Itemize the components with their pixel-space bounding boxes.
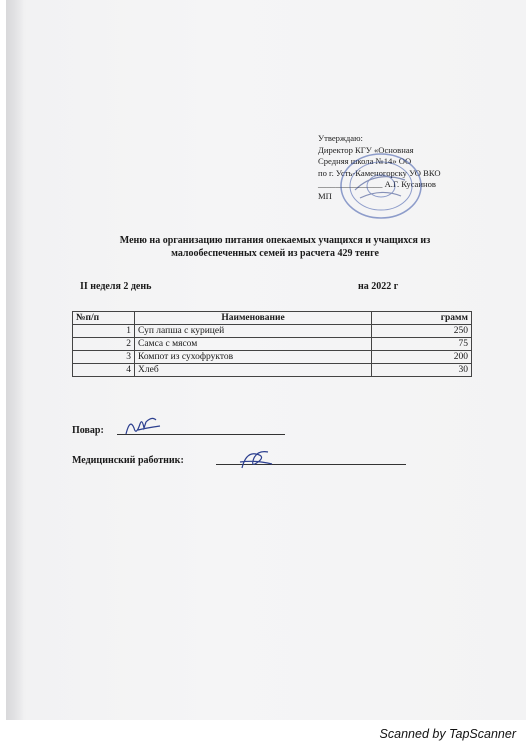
column-header-grams: грамм (372, 312, 472, 325)
page-edge-shadow (6, 0, 24, 720)
document-title (60, 234, 490, 260)
row-number: 2 (73, 338, 135, 351)
title-line-2: малообеспеченных семей из расчета 429 тенге (171, 248, 379, 259)
approval-line: _______________ А.Г. Кусаинов (318, 179, 436, 189)
dish-name: Хлеб (135, 364, 372, 377)
medic-signature-icon (236, 446, 276, 474)
year-label: на 2022 г (358, 281, 399, 292)
scanner-watermark: Scanned by TapScanner (379, 727, 516, 741)
dish-name: Компот из сухофруктов (135, 351, 372, 364)
table-row (73, 338, 472, 351)
row-number: 4 (73, 364, 135, 377)
dish-grams: 75 (372, 338, 472, 351)
table-row (73, 351, 472, 364)
cook-label: Повар: (72, 425, 104, 436)
menu-table (72, 311, 472, 377)
column-header-number: №п/п (73, 312, 135, 325)
dish-name: Самса с мясом (135, 338, 372, 351)
dish-grams: 200 (372, 351, 472, 364)
official-stamp-icon (335, 150, 427, 222)
cook-signature-icon (122, 414, 164, 440)
approval-line: Утверждаю: (318, 133, 363, 143)
dish-grams: 30 (372, 364, 472, 377)
week-day-label: II неделя 2 день (80, 281, 152, 292)
row-number: 1 (73, 325, 135, 338)
column-header-name: Наименование (135, 312, 372, 325)
medic-label: Медицинский работник: (72, 455, 184, 466)
dish-grams: 250 (372, 325, 472, 338)
approval-line: Директор КГУ «Основная (318, 144, 414, 155)
approval-line: по г. Усть-Каменогорску УО ВКО (318, 167, 441, 178)
table-row (73, 364, 472, 377)
title-line-1: Меню на организацию питания опекаемых учащихся и учащихся из (119, 235, 431, 246)
approval-line: МП (318, 190, 332, 201)
dish-name: Суп лапша с курицей (135, 325, 372, 338)
table-header-row (73, 312, 472, 325)
table-row (73, 325, 472, 338)
approval-line: Средняя школа №14» ОО (318, 156, 412, 166)
row-number: 3 (73, 351, 135, 364)
